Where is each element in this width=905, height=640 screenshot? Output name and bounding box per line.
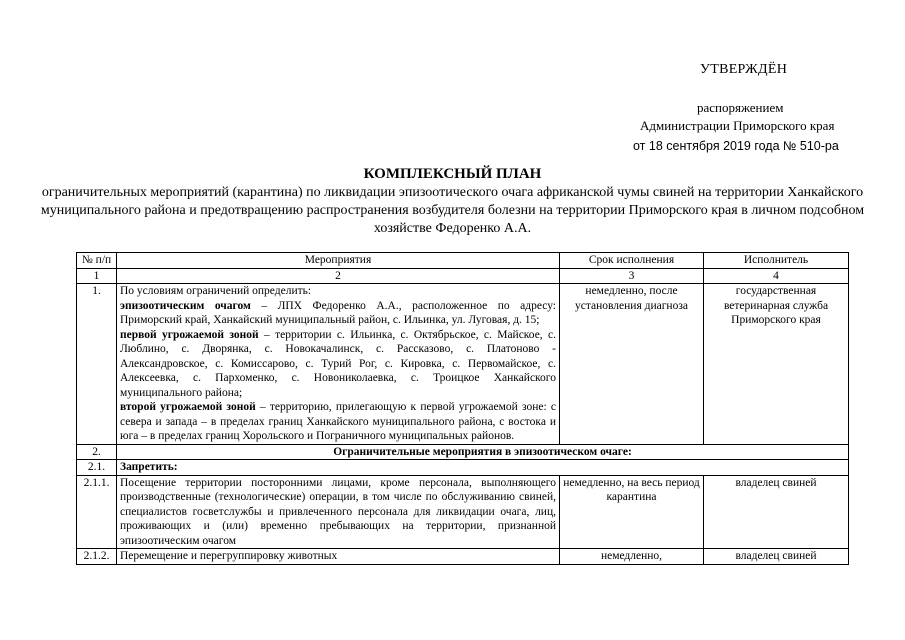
row-intro: По условиям ограничений определить: [120, 285, 312, 297]
zone1-text: – территории с. Ильинка, с. Октябрьское, с. Майское, с. Люблино, с. Дворянка, с. Новокачалинск, с. Рассказово, с. Платоново - Александровское, с. Комиссарово, с. Турий Рог, с. Кировка, с. Первомайское, с. Алексеевка, с. Пархоменко, с. Новониколаевка, с. Троицкое Ханкайского муниципального района; [120, 328, 556, 399]
row-number: 2. [77, 444, 117, 460]
header-measures: Мероприятия [117, 253, 560, 269]
order-date-number: от 18 сентября 2019 года № 510-ра [633, 139, 839, 153]
section-title: Ограничительные мероприятия в эпизоотическом очаге: [117, 444, 849, 460]
header-deadline: Срок исполнения [560, 253, 704, 269]
row-number: 2.1.2. [77, 549, 117, 565]
approved-stamp: УТВЕРЖДЁН [700, 62, 788, 77]
row-measure: Перемещение и перегруппировку животных [117, 549, 560, 565]
table-header-row [77, 253, 849, 269]
focus-text: – ЛПХ Федоренко А.А., расположенное по адресу: Приморский край, Ханкайский муниципальный район, с. Ильинка, ул. Луговая, д. 15; [120, 299, 556, 326]
row-deadline: немедленно, [560, 549, 704, 565]
column-number-row [77, 268, 849, 284]
column-number: 4 [704, 268, 849, 284]
subsection-row [77, 460, 849, 476]
header-number: № п/п [77, 253, 117, 269]
document-subtitle: ограничительных мероприятий (карантина) по ликвидации эпизоотического очага африканской чумы свиней на территории Ханкайского муниципального района и предотвращению распространения возбудителя болезни на территории Приморского края в личном подсобном хозяйстве Федоренко А.А. [40, 185, 865, 236]
zone1-label: первой угрожаемой зоной [120, 328, 259, 341]
order-reference-line2: Администрации Приморского края [640, 118, 835, 133]
row-number: 2.1.1. [77, 475, 117, 549]
row-deadline: немедленно, на весь период карантина [560, 475, 704, 549]
order-reference-line1: распоряжением [697, 100, 784, 115]
table-row [77, 284, 849, 445]
focus-label: эпизоотическим очагом [120, 299, 251, 312]
row-number: 1. [77, 284, 117, 445]
approval-block [0, 0, 905, 160]
row-number: 2.1. [77, 460, 117, 476]
column-number: 2 [117, 268, 560, 284]
row-measure: Посещение территории посторонними лицами, кроме персонала, выполняющего производственные (технологические) операции, в том числе по обслуживанию свиней, специалистов госветслужбы и привлеченного персонала для ликвидации очага, лиц, проживающих и (или) временно пребывающих на территории, признанной эпизоотическим очагом [117, 475, 560, 549]
row-executor: владелец свиней [704, 549, 849, 565]
table-row [77, 475, 849, 549]
section-row [77, 444, 849, 460]
row-measure [117, 284, 560, 445]
subsection-title: Запретить: [117, 460, 849, 476]
document-title: КОМПЛЕКСНЫЙ ПЛАН [363, 166, 542, 182]
row-executor: государственная ветеринарная служба Приморского края [704, 284, 849, 445]
row-executor: владелец свиней [704, 475, 849, 549]
column-number: 3 [560, 268, 704, 284]
row-deadline: немедленно, после установления диагноза [560, 284, 704, 445]
column-number: 1 [77, 268, 117, 284]
table-row [77, 549, 849, 565]
header-executor: Исполнитель [704, 253, 849, 269]
zone2-text: – территорию, прилегающую к первой угрожаемой зоне: с севера и запада – в пределах границ Ханкайского муниципального района, с востока и юга – в пределах границ Хорольского и Пограничного муниципальных районов. [120, 401, 556, 442]
measures-table [76, 252, 849, 565]
zone2-label: второй угрожаемой зоной [120, 401, 256, 413]
